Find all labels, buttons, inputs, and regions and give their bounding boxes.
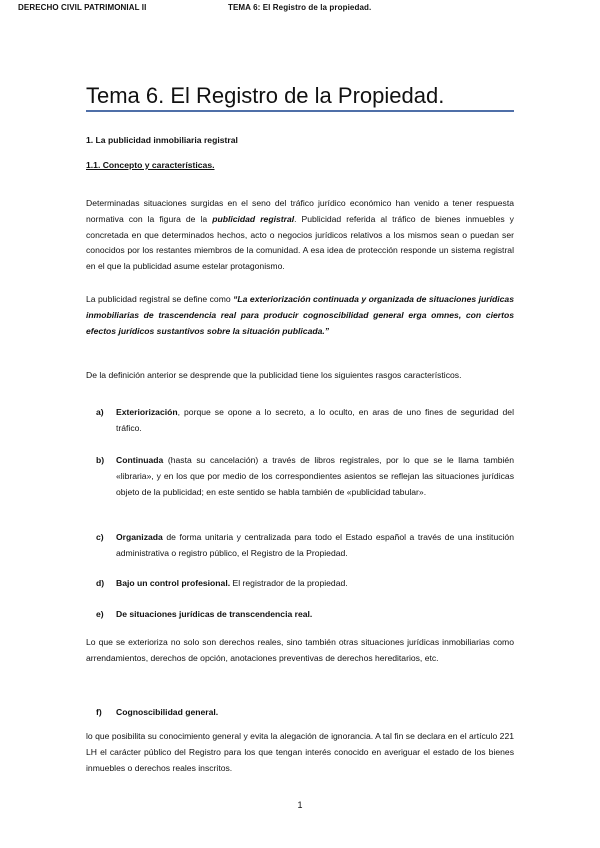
list-item: d) Bajo un control profesional. El registrador de la propiedad.	[96, 576, 514, 592]
paragraph-1: Determinadas situaciones surgidas en el seno del tráfico jurídico económico han venido a tener respuesta normativa con la figura de la publicidad registral. Publicidad referida al tráfico de bienes inmuebles y concretada en que determinados hechos, acto o negocios jurídicos relativos a los mismos sean o puedan ser conocidos por los restantes miembros de la comunidad. A esa idea de protección responde un sistema registral en el que la publicidad asume estelar protagonismo.	[86, 198, 514, 272]
subsection-heading: 1.1. Concepto y características.	[86, 160, 215, 170]
list-marker: f)	[96, 707, 102, 717]
definition-quote: “La exteriorización continuada y organizada de situaciones jurídicas inmobiliarias de trascendencia real para producir cognoscibilidad general erga omnes, con ciertos efectos jurídicos sustantivos sobre la situación publicada.”	[86, 294, 514, 336]
list-item: a) Exteriorización, porque se opone a lo secreto, a lo oculto, en aras de uno fines de seguridad del tráfico.	[96, 407, 514, 433]
list-marker: b)	[96, 455, 105, 465]
paragraph-4: Lo que se exterioriza no solo son derechos reales, sino también otras situaciones jurídicas inmobiliarias como arrendamientos, derechos de opción, anotaciones preventivas de derechos hereditarios, etc.	[86, 637, 514, 663]
running-header-right: TEMA 6: El Registro de la propiedad.	[228, 3, 372, 12]
list-item: b) Continuada (hasta su cancelación) a través de libros registrales, por lo que se le llama también «libraria», y en los que por medio de los correspondientes asientos se reflejan las situaciones jurídicas objeto de la publicidad; en este sentido se habla también de «publicidad tabular».	[96, 455, 514, 497]
title-underline	[86, 110, 514, 112]
page-title: Tema 6. El Registro de la Propiedad.	[86, 83, 445, 108]
page-number: 1	[297, 800, 303, 810]
paragraph-2: La publicidad registral se define como “La exteriorización continuada y organizada de situaciones jurídicas inmobiliarias de trascendencia real para producir cognoscibilidad general erga omnes, con ciertos efectos jurídicos sustantivos sobre la situación publicada.”	[86, 294, 514, 336]
list-item: f) Cognoscibilidad general.	[96, 705, 514, 721]
list-item: e) De situaciones jurídicas de transcendencia real.	[96, 607, 514, 623]
list-marker: e)	[96, 609, 104, 619]
running-header-left: DERECHO CIVIL PATRIMONIAL II	[18, 3, 147, 12]
list-item: c) Organizada de forma unitaria y centralizada para todo el Estado español a través de una institución administrativa o registro público, el Registro de la Propiedad.	[96, 532, 514, 558]
list-marker: d)	[96, 578, 105, 588]
emphasis-publicidad-registral: publicidad registral	[212, 213, 295, 224]
paragraph-5: lo que posibilita su conocimiento general y evita la alegación de ignorancia. A tal fin se declara en el artículo 221 LH el carácter público del Registro para los que tengan interés conocido en averiguar el estado de los bienes inmuebles o derechos reales inscritos.	[86, 731, 514, 773]
section-heading: 1. La publicidad inmobiliaria registral	[86, 135, 238, 145]
list-marker: a)	[96, 407, 104, 417]
list-marker: c)	[96, 532, 104, 542]
paragraph-3: De la definición anterior se desprende que la publicidad tiene los siguientes rasgos característicos.	[86, 370, 462, 380]
